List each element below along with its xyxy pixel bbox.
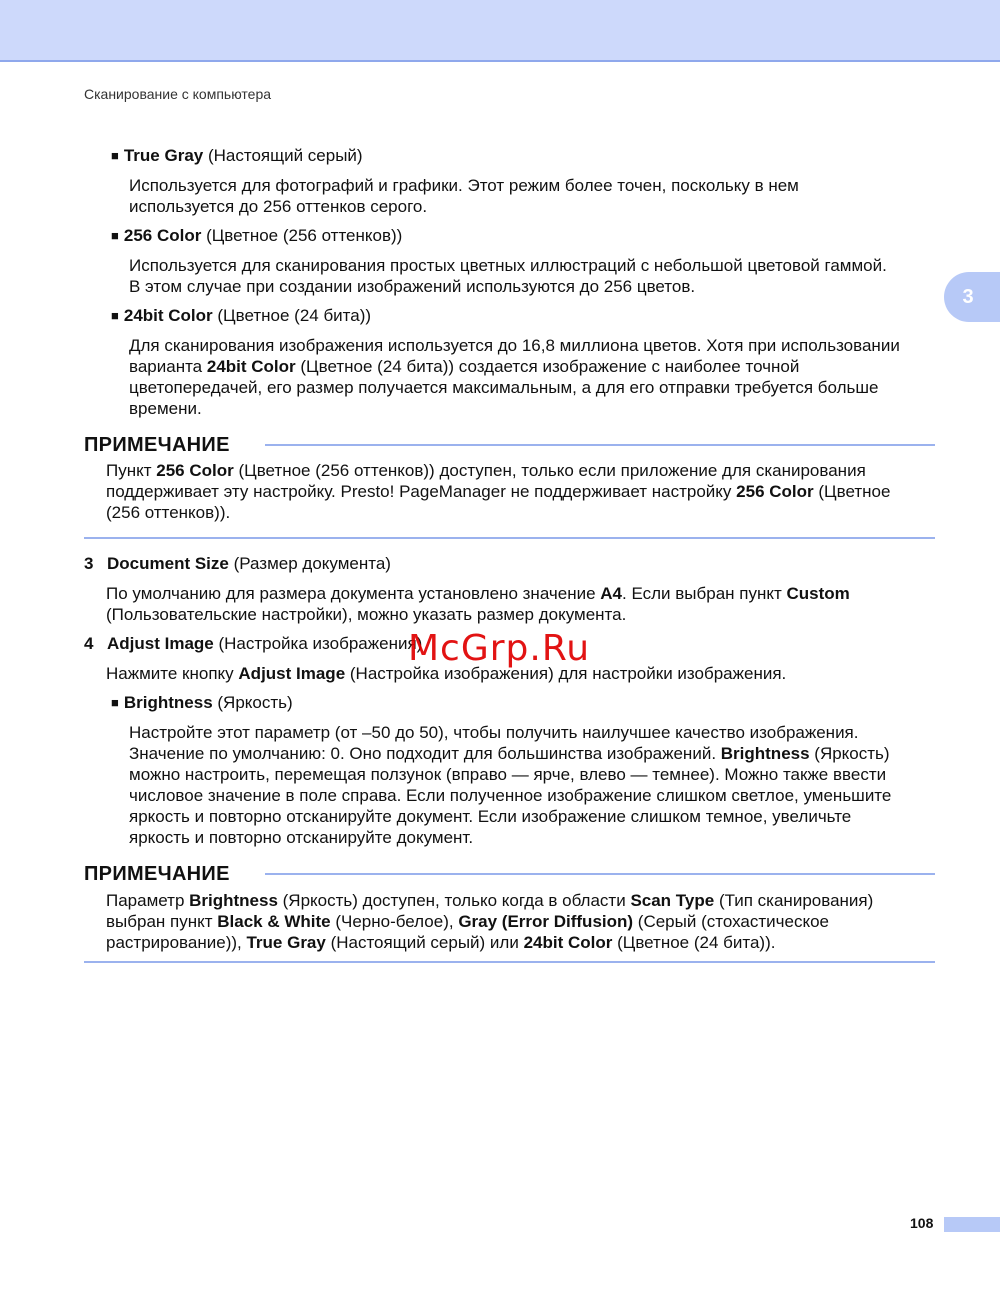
note-body: Параметр Brightness (Яркость) доступен, только когда в области Scan Type (Тип сканирования) выбран пункт Black & White (Черно-белое), Gray (Error Diffusion) (Серый (стохастическое растрирование)), True Gray (Настоящий серый) или 24bit Color (Цветное (24 бита)).: [106, 891, 874, 952]
item-true-gray-desc: Используется для фотографий и графики. Этот режим более точен, поскольку в нем используется до 256 оттенков серого.: [129, 176, 799, 216]
page-number-bar: [944, 1217, 1000, 1232]
item-brightness-desc: Настройте этот параметр (от –50 до 50), чтобы получить наилучшее качество изображения. Значение по умолчанию: 0. Оно подходит для большинства изображений. Brightness (Яркость) можно настроить, перемещая ползунок (вправо — ярче, влево — темнее). Можно также ввести числовое значение в поле справа. Если полученное изображение слишком светлое, уменьшите яркость и повторно отсканируйте документ. Если изображение слишком темное, увеличьте яркость и повторно отсканируйте документ.: [129, 723, 892, 847]
step-3-desc: По умолчанию для размера документа установлено значение A4. Если выбран пункт Custom (Пользовательские настройки), можно указать размер документа.: [106, 584, 850, 624]
item-24bit-color-title: ■ 24bit Color (Цветное (24 бита)): [111, 305, 371, 327]
step-3-title: 3 Document Size (Размер документа): [84, 554, 391, 573]
running-head: Сканирование с компьютера: [84, 86, 272, 102]
watermark: McGrp.Ru: [408, 628, 591, 669]
chapter-tab: 3: [944, 272, 1000, 322]
note-heading: ПРИМЕЧАНИЕ: [84, 863, 230, 885]
note-body: Пункт 256 Color (Цветное (256 оттенков)) доступен, только если приложение для сканирования поддерживает эту настройку. Presto! PageManager не поддерживает настройку 256 Color (Цветное (256 оттенков)).: [106, 461, 891, 522]
header-band: [0, 0, 1000, 62]
item-256-color-desc: Используется для сканирования простых цветных иллюстраций с небольшой цветовой гаммой. В этом случае при создании изображений используются до 256 цветов.: [129, 256, 887, 296]
step-4-desc: Нажмите кнопку Adjust Image (Настройка изображения) для настройки изображения.: [106, 664, 787, 683]
note-rule: [265, 873, 935, 875]
note-end-rule: [84, 537, 935, 539]
item-brightness-title: ■ Brightness (Яркость): [111, 692, 293, 714]
note-end-rule: [84, 961, 935, 963]
item-true-gray-title: ■ True Gray (Настоящий серый): [111, 145, 363, 167]
step-4-title: 4 Adjust Image (Настройка изображения): [84, 634, 423, 653]
item-24bit-color-desc: Для сканирования изображения используется до 16,8 миллиона цветов. Хотя при использовании варианта 24bit Color (Цветное (24 бита)) создается изображение с наиболее точной цветопередачей, его размер получается максимальным, а для его отправки требуется больше времени.: [129, 336, 900, 418]
page-number: 108: [910, 1215, 934, 1231]
item-256-color-title: ■ 256 Color (Цветное (256 оттенков)): [111, 225, 402, 247]
note-rule: [265, 444, 935, 446]
note-heading: ПРИМЕЧАНИЕ: [84, 434, 230, 456]
